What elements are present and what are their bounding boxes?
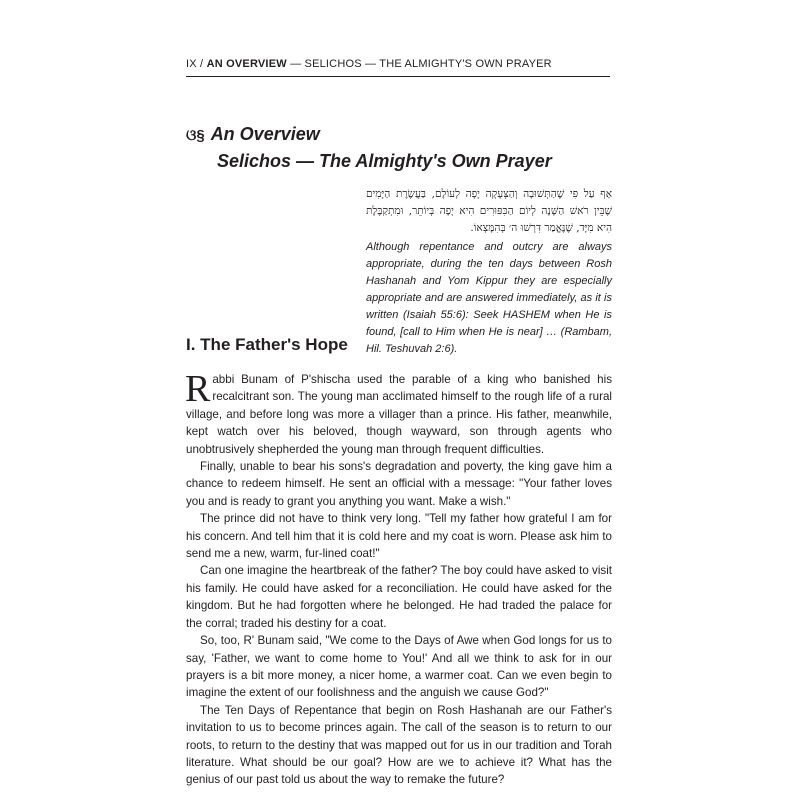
epigraph xyxy=(366,186,612,358)
epigraph-hebrew: אַף עַל פִּי שֶׁהַתְּשׁוּבָה וְהַצְּעָקָה יָפָה לְעוֹלָם, בַּעֲשֶׂרֶת הַיָּמִים שֶׁבֵּין רֹאשׁ הַשָּׁנָה לְיוֹם הַכִּפּוּרִים הִיא יָפָה בְּיוֹתֵר, וּמִתְקַבֶּלֶת הִיא מִיָּד, שֶׁנֶּאֱמַר דִּרְשׁוּ ה׳ בְּהִמָּצְאוֹ. xyxy=(366,188,612,234)
paragraph: Finally, unable to bear his sons's degradation and poverty, the king gave him a chance to redeem himself. He sent an official with a message: "Your father loves you and is ready to grant you anything you want. Make a wish." xyxy=(186,460,612,508)
paragraph: So, too, R' Bunam said, "We come to the Days of Awe when God longs for us to say, 'Father, we want to come home to You!' And all we think to ask for in our prayers is a bit more money, a nicer home, a warmer coat. Can we even begin to imagine the extent of our foolishness and the anguish we cause God?" xyxy=(186,634,612,700)
paragraph: The prince did not have to think very long. "Tell my father how grateful I am for his concern. And tell him that it is cold here and my coat is worn. Please ask him to send me a new, warm, fur-lined coat!" xyxy=(186,512,612,561)
paragraph-text: abbi Bunam of P'shischa used the parable of a king who banished his recalcitrant son. The young man acclimated himself to the rough life of a rural village, and before long was more a villager than a prince. His father, meanwhile, kept watch over his beloved, though wayward, son through agents who unobtrusively shepherded the young man through frequent difficulties. xyxy=(186,373,612,456)
chapter-title xyxy=(186,122,552,174)
title-line-2: Selichos — The Almighty's Own Prayer xyxy=(217,151,552,171)
running-header xyxy=(186,58,620,70)
section-heading: I. The Father's Hope xyxy=(186,335,348,354)
header-page-number: IX / xyxy=(186,58,204,70)
paragraph: The Ten Days of Repentance that begin on Rosh Hashanah are our Father's invitation to us to become princes again. The call of the season is to return to our roots, to return to the destiny that was mapped out for us in our tradition and Torah literature. What should be our goal? How are we to achieve it? What has the genius of our past told us about the way to remake the future? xyxy=(186,703,612,787)
header-subtitle: — SELICHOS — THE ALMIGHTY'S OWN PRAYER xyxy=(290,58,552,70)
body-text xyxy=(185,368,612,789)
drop-cap: R xyxy=(185,368,211,410)
header-divider xyxy=(186,76,610,77)
paragraph: Can one imagine the heartbreak of the father? The boy could have asked to visit his family. He could have asked for a reconciliation. He could have asked for the kingdom. But he had forgotten where he belonged. He had traded the palace for the corral; traded his destiny for a coat. xyxy=(186,564,612,630)
title-line-1: An Overview xyxy=(210,124,320,144)
header-section: AN OVERVIEW xyxy=(206,58,287,70)
ornament-icon: ଓ§ xyxy=(186,127,205,144)
epigraph-english: Although repentance and outcry are always appropriate, during the ten days between Rosh Hashanah and Yom Kippur they are especially appropriate and are answered immediately, as it is written (Isaiah 55:6): Seek HASHEM when He is found, [call to Him when He is near] … (Rambam, Hil. Teshuvah 2:6). xyxy=(366,241,612,355)
paragraph xyxy=(185,368,612,458)
